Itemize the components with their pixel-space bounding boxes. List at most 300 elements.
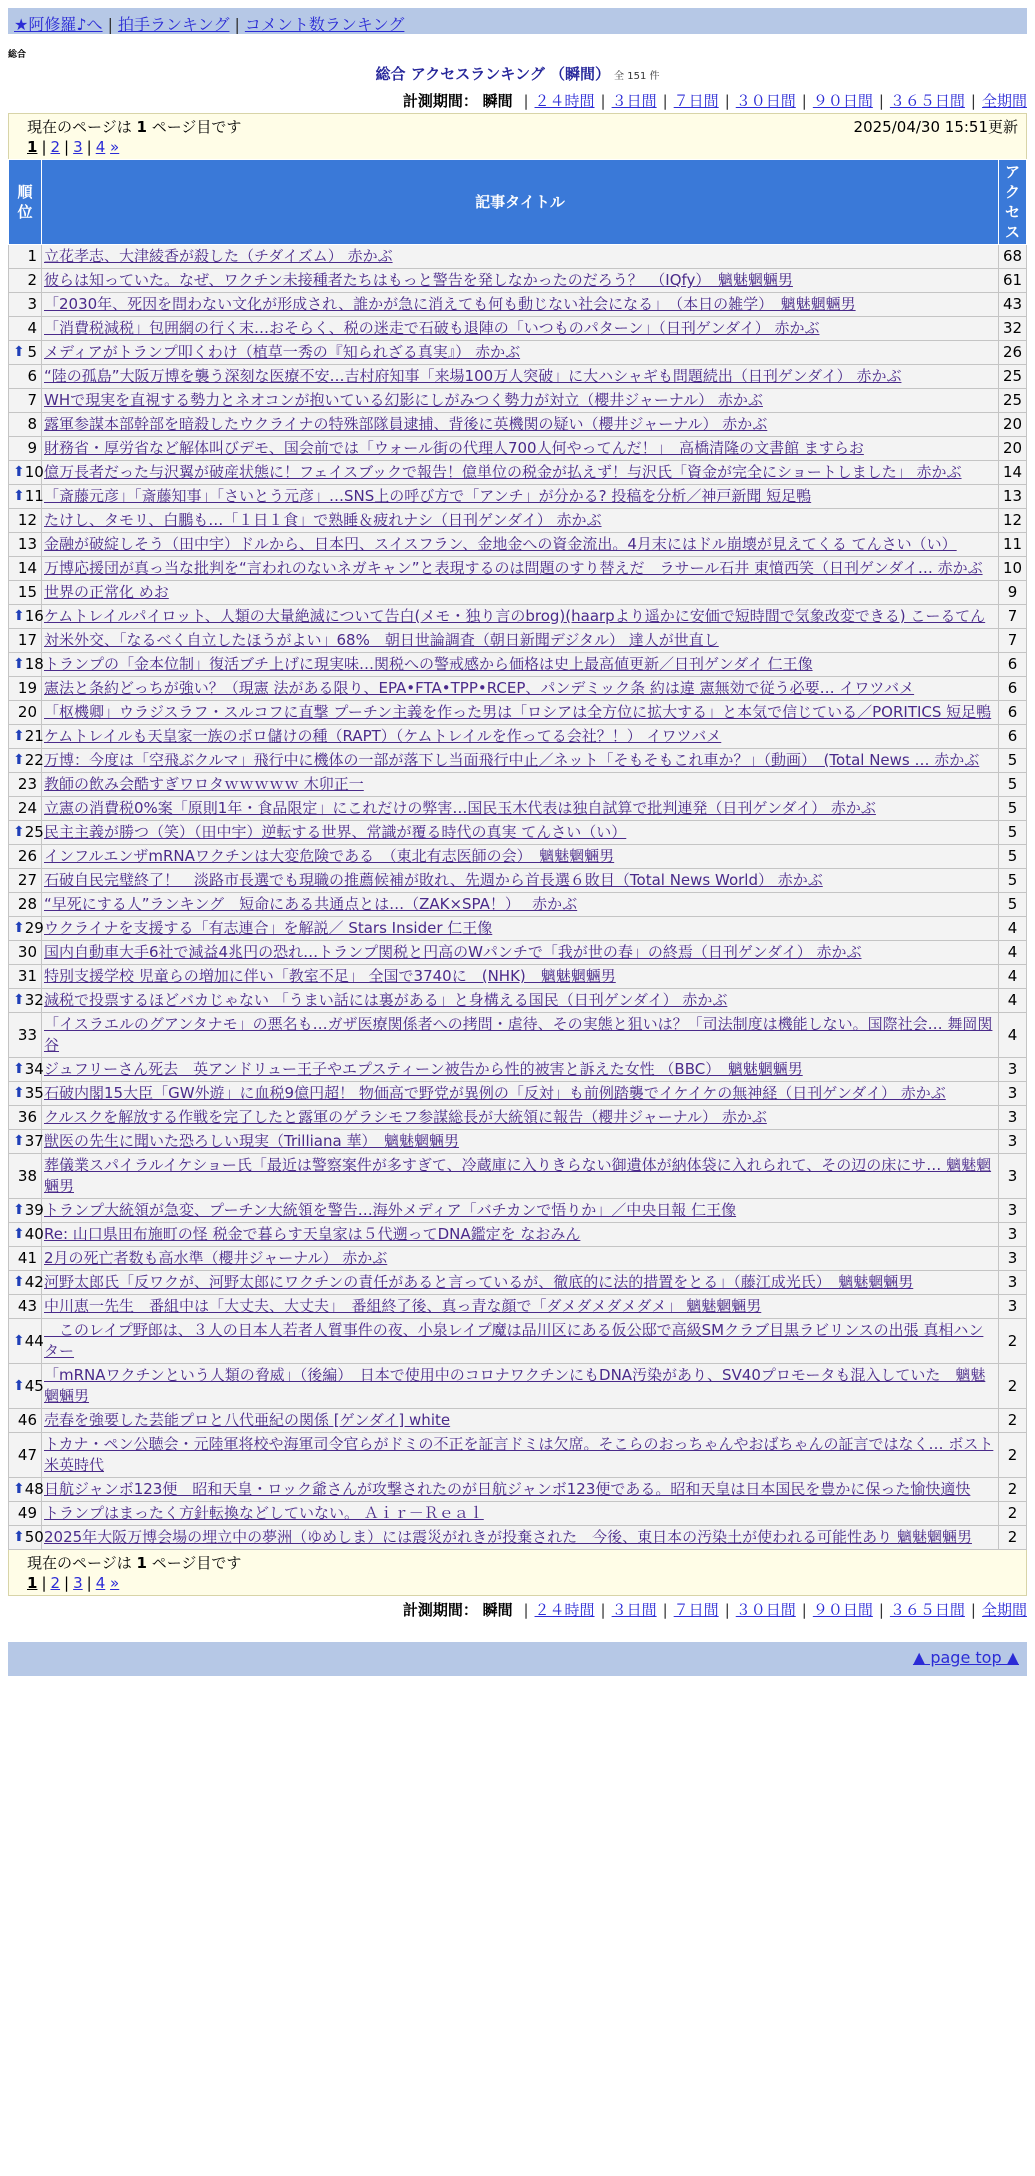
page-link-3[interactable]: 3	[73, 1574, 83, 1592]
table-header-row	[9, 160, 1027, 245]
title-cell	[42, 725, 999, 749]
access-count: 20	[999, 437, 1027, 461]
article-link[interactable]: 憲法と条約どっちが強い？（現憲 法がある限り、EPA•FTA•TPP•RCEP、パンデミック条 約は違 憲無効で従う必要… イワツバメ	[44, 679, 915, 697]
article-link[interactable]: 河野太郎氏「反ワクが、河野太郎にワクチンの責任があると言っているが、徹底的に法的措置をとる」（藤江成光氏） 魑魅魍魎男	[44, 1273, 914, 1291]
title-cell	[42, 1364, 999, 1409]
access-count: 4	[999, 989, 1027, 1013]
table-row	[9, 341, 1027, 365]
page-top-link[interactable]: ▲ page top ▲	[912, 1648, 1019, 1667]
article-link[interactable]: 「枢機卿」ウラジスラフ・スルコフに直撃 プーチン主義を作った男は「ロシアは全方位に拡大する」と本気で信じている／PORITICS 短足鴨	[44, 703, 992, 721]
article-link[interactable]: 億万長者だった与沢翼が破産状態に！フェイスブックで報告！億単位の税金が払えず！与沢氏「資金が完全にショートしました」 赤かぶ	[44, 463, 962, 481]
article-link[interactable]: WHで現実を直視する勢力とネオコンが抱いている幻影にしがみつく勢力が対立（櫻井ジャーナル） 赤かぶ	[44, 391, 763, 409]
rank-number: 19	[17, 679, 37, 697]
table-row	[9, 1271, 1027, 1295]
page-text-pre: 現在のページは	[27, 118, 132, 136]
title-cell	[42, 1319, 999, 1364]
rank-number: 20	[17, 703, 37, 721]
footer-bar	[8, 1642, 1027, 1676]
period-separator: |	[724, 1601, 730, 1619]
table-row	[9, 245, 1027, 269]
table-row	[9, 917, 1027, 941]
page-indicator	[27, 1553, 241, 1573]
period-option-link[interactable]: ２４時間	[534, 1601, 595, 1619]
article-link[interactable]: 石破自民完璧終了！ 淡路市長選でも現職の推薦候補が敗れ、先週から首長選６敗目（Total News World） 赤かぶ	[44, 871, 823, 889]
page-separator: |	[64, 1574, 70, 1592]
rank-cell	[9, 413, 42, 437]
access-count: 7	[999, 629, 1027, 653]
article-link[interactable]: 金融が破綻しそう（田中宇）ドルから、日本円、スイスフラン、金地金への資金流出。4月末にはドル崩壊が見えてくる てんさい（い）	[44, 535, 957, 553]
article-link[interactable]: ケムトレイルパイロット、人類の大量絶滅について告白(メモ・独り言のbrog)(haarpより遥かに安価で短時間で気象改変できる) こーるてん	[44, 607, 986, 625]
period-option-link[interactable]: ９０日間	[812, 1601, 873, 1619]
title-cell	[42, 773, 999, 797]
title-cell	[42, 605, 999, 629]
rank-number: 48	[24, 1480, 44, 1498]
title-cell	[42, 677, 999, 701]
access-count: 7	[999, 605, 1027, 629]
period-separator: |	[878, 92, 884, 110]
rank-number: 45	[24, 1376, 44, 1395]
access-count: 5	[999, 773, 1027, 797]
arrow-up-icon: ⬆	[13, 344, 25, 360]
period-current: 瞬間	[482, 92, 513, 110]
period-option-link[interactable]: ２４時間	[534, 92, 595, 110]
page-link-2[interactable]: 2	[50, 1574, 61, 1592]
rank-number: 23	[17, 775, 37, 793]
rank-cell	[9, 797, 42, 821]
nav-separator: |	[107, 15, 113, 34]
article-link[interactable]: インフルエンザmRNAワクチンは大変危険である （東北有志医師の会） 魑魅魍魎男	[44, 847, 615, 865]
rank-cell	[9, 269, 42, 293]
pagination	[27, 137, 1018, 159]
title-cell	[42, 1502, 999, 1526]
table-row	[9, 653, 1027, 677]
rank-cell	[9, 989, 42, 1013]
access-count: 3	[999, 1130, 1027, 1154]
article-link[interactable]: 「mRNAワクチンという人類の脅威」（後編） 日本で使用中のコロナワクチンにもDNA汚染があり、SV40プロモータも混入していた 魑魅魍魎男	[44, 1366, 986, 1405]
page-separator: |	[86, 1574, 92, 1592]
access-count: 26	[999, 341, 1027, 365]
page-title	[0, 63, 1035, 84]
access-count: 2	[999, 1502, 1027, 1526]
article-link[interactable]: このレイプ野郎は、３人の日本人若者人質事件の夜、小泉レイプ魔は品川区にある仮公邸で高級SMクラブ目黒ラビリンスの出張 真相ハンター	[44, 1321, 984, 1360]
title-cell	[42, 629, 999, 653]
article-link[interactable]: ケムトレイルも天皇家一族のボロ儲けの種（RAPT）（ケムトレイルを作ってる会社？！） イワツバメ	[44, 727, 722, 745]
page-link-1[interactable]: 1	[27, 1574, 38, 1592]
period-label: 計測期間：	[402, 92, 478, 110]
rank-cell	[9, 317, 42, 341]
table-row	[9, 1223, 1027, 1247]
table-row	[9, 581, 1027, 605]
article-link[interactable]: 売春を強要した芸能プロと八代亜紀の関係 [ゲンダイ] white	[44, 1411, 451, 1429]
period-option-link[interactable]: ３６５日間	[889, 1601, 965, 1619]
period-separator: |	[970, 92, 976, 110]
title-cell	[42, 1058, 999, 1082]
home-link[interactable]: ★阿修羅♪へ	[14, 15, 103, 34]
article-link[interactable]: ウクライナを支援する「有志連合」を解説／ Stars Insider 仁王像	[44, 919, 493, 937]
page-separator: |	[64, 138, 70, 156]
access-count: 4	[999, 917, 1027, 941]
rank-cell	[9, 1409, 42, 1433]
total-count: 全 151 件	[614, 71, 660, 82]
title-cell	[42, 413, 999, 437]
table-row	[9, 509, 1027, 533]
comment-ranking-link[interactable]: コメント数ランキング	[244, 15, 405, 34]
rank-number: 18	[24, 655, 44, 673]
arrow-up-icon: ⬆	[13, 752, 25, 768]
rank-cell	[9, 1082, 42, 1106]
title-cell	[42, 749, 999, 773]
arrow-up-icon: ⬆	[13, 992, 25, 1008]
article-link[interactable]: 財務省・厚労省など解体叫びデモ、国会前では「ウォール街の代理人700人何やってんだ！」 高橋清隆の文書館 ますらお	[44, 439, 864, 457]
access-count: 3	[999, 1154, 1027, 1199]
arrow-up-icon: ⬆	[13, 1377, 25, 1394]
rank-number: 36	[17, 1108, 37, 1126]
rank-number: 11	[24, 487, 44, 505]
title-cell	[42, 869, 999, 893]
rank-number: 29	[24, 919, 44, 937]
rank-cell	[9, 293, 42, 317]
period-option-link[interactable]: 全期間	[981, 1601, 1027, 1619]
title-cell	[42, 1082, 999, 1106]
rank-number: 24	[17, 799, 37, 817]
rank-number: 1	[27, 247, 37, 265]
rank-cell	[9, 1364, 42, 1409]
title-cell	[42, 1478, 999, 1502]
article-link[interactable]: 対米外交、「なるべく自立したほうがよい」68% 朝日世論調査（朝日新聞デジタル） 達人が世直し	[44, 631, 719, 649]
rank-number: 42	[24, 1273, 44, 1291]
period-option-link[interactable]: ７日間	[673, 1601, 719, 1619]
access-count: 3	[999, 1058, 1027, 1082]
rank-number: 46	[17, 1411, 37, 1429]
article-link[interactable]: 民主主義が勝つ（笑）（田中宇）逆転する世界、常識が覆る時代の真実 てんさい（い）	[44, 823, 627, 841]
col-rank-header: 順位	[9, 160, 42, 245]
rank-number: 8	[27, 415, 37, 433]
period-separator: |	[523, 1601, 529, 1619]
table-row	[9, 389, 1027, 413]
rank-number: 9	[27, 439, 37, 457]
table-row	[9, 701, 1027, 725]
page-separator: |	[41, 138, 47, 156]
access-count: 12	[999, 509, 1027, 533]
article-link[interactable]: 教師の飲み会酷すぎワロタｗｗｗｗｗ 木卯正一	[44, 775, 364, 793]
title-cell	[42, 1433, 999, 1478]
arrow-up-icon: ⬆	[13, 464, 25, 480]
article-link[interactable]: 世界の正常化 めお	[44, 583, 169, 601]
title-cell	[42, 533, 999, 557]
table-row	[9, 1130, 1027, 1154]
access-count: 5	[999, 797, 1027, 821]
table-row	[9, 989, 1027, 1013]
access-count: 2	[999, 1364, 1027, 1409]
title-cell	[42, 1130, 999, 1154]
article-link[interactable]: たけし、タモリ、白鵬も…「１日１食」で熟睡＆疲れナシ（日刊ゲンダイ） 赤かぶ	[44, 511, 602, 529]
access-count: 5	[999, 749, 1027, 773]
page-num: 1	[136, 118, 147, 136]
article-link[interactable]: ジュフリーさん死去 英アンドリュー王子やエプスティーン被告から性的被害と訴えた女性 （BBC） 魑魅魍魎男	[44, 1060, 803, 1078]
rank-number: 47	[17, 1445, 37, 1464]
pagination	[27, 1573, 1018, 1595]
access-count: 3	[999, 1082, 1027, 1106]
page-link-2[interactable]: 2	[50, 138, 61, 156]
rank-number: 39	[24, 1201, 44, 1219]
access-count: 6	[999, 653, 1027, 677]
rank-cell	[9, 917, 42, 941]
table-row	[9, 413, 1027, 437]
rank-cell	[9, 1478, 42, 1502]
article-link[interactable]: 中川恵一先生 番組中は「大丈夫、大丈夫」 番組終了後、真っ青な顔で「ダメダメダメダメ」 魑魅魍魎男	[44, 1297, 762, 1315]
rank-cell	[9, 821, 42, 845]
rank-number: 15	[17, 583, 37, 601]
period-option-link[interactable]: ３０日間	[735, 1601, 796, 1619]
col-title-header: 記事タイトル	[42, 160, 999, 245]
rank-number: 27	[17, 871, 37, 889]
access-count: 43	[999, 293, 1027, 317]
article-link[interactable]: メディアがトランプ叩くわけ（植草一秀の『知られざる真実』） 赤かぶ	[44, 343, 521, 361]
article-link[interactable]: 石破内閣15大臣「GW外遊」に血税9億円超！ 物価高で野党が異例の「反対」も前例踏襲でイケイケの無神経（日刊ゲンダイ） 赤かぶ	[44, 1084, 946, 1102]
rank-number: 32	[24, 991, 44, 1009]
title-cell	[42, 245, 999, 269]
rank-cell	[9, 629, 42, 653]
table-row	[9, 269, 1027, 293]
title-cell	[42, 1223, 999, 1247]
rank-cell	[9, 1013, 42, 1058]
table-row	[9, 1058, 1027, 1082]
arrow-up-icon: ⬆	[13, 1332, 25, 1349]
period-separator: |	[600, 92, 606, 110]
table-row	[9, 773, 1027, 797]
rank-number: 33	[17, 1025, 37, 1044]
rank-cell	[9, 509, 42, 533]
arrow-up-icon: ⬆	[13, 1529, 25, 1545]
period-option-link[interactable]: ３日間	[611, 1601, 657, 1619]
article-link[interactable]: 万博応援団が真っ当な批判を“言われのないネガキャン”と表現するのは問題のすり替えだ ラサール石井 東憤西笑（日刊ゲンダイ… 赤かぶ	[44, 559, 983, 577]
rank-cell	[9, 461, 42, 485]
page-num: 1	[136, 1554, 147, 1572]
period-option-link[interactable]: 全期間	[981, 92, 1027, 110]
period-option-link[interactable]: ９０日間	[812, 92, 873, 110]
rank-cell	[9, 1223, 42, 1247]
page-info-top	[8, 113, 1027, 159]
page-text-post: ページ目です	[151, 118, 242, 136]
page-link-3[interactable]: 3	[73, 138, 83, 156]
rank-number: 28	[17, 895, 37, 913]
access-count: 3	[999, 1247, 1027, 1271]
article-link[interactable]: 立憲の消費税0%案「原則1年・食品限定」にこれだけの弊害…国民玉木代表は独自試算で批判連発（日刊ゲンダイ） 赤かぶ	[44, 799, 876, 817]
table-row	[9, 797, 1027, 821]
rank-cell	[9, 869, 42, 893]
rank-cell	[9, 1271, 42, 1295]
rank-number: 2	[27, 271, 37, 289]
article-link[interactable]: トランプはまったく方針転換などしていない。 Ａｉｒ－Ｒｅａｌ	[44, 1504, 484, 1522]
table-row	[9, 1526, 1027, 1550]
rank-cell	[9, 1130, 42, 1154]
rank-cell	[9, 1154, 42, 1199]
access-count: 3	[999, 1223, 1027, 1247]
rank-cell	[9, 1433, 42, 1478]
page-text-pre: 現在のページは	[27, 1554, 132, 1572]
arrow-up-icon: ⬆	[13, 728, 25, 744]
article-link[interactable]: 彼らは知っていた。なぜ、ワクチン未接種者たちはもっと警告を発しなかったのだろう？ （IQfy） 魑魅魍魎男	[44, 271, 793, 289]
rank-cell	[9, 1199, 42, 1223]
rank-number: 31	[17, 967, 37, 985]
access-count: 32	[999, 317, 1027, 341]
table-row	[9, 893, 1027, 917]
article-link[interactable]: 露軍参謀本部幹部を暗殺したウクライナの特殊部隊員逮捕、背後に英機関の疑い（櫻井ジャーナル） 赤かぶ	[44, 415, 768, 433]
article-link[interactable]: 葬儀業スパイラルイケショー氏「最近は警察案件が多すぎて、冷蔵庫に入りきらない御遺体が納体袋に入れられて、その辺の床にサ… 魑魅魍魎男	[44, 1156, 992, 1195]
title-cell	[42, 845, 999, 869]
title-cell	[42, 1013, 999, 1058]
rank-cell	[9, 941, 42, 965]
article-link[interactable]: 2月の死亡者数も高水準（櫻井ジャーナル） 赤かぶ	[44, 1249, 388, 1267]
period-option-link[interactable]: ７日間	[673, 92, 719, 110]
article-link[interactable]: 日航ジャンボ123便 昭和天皇・ロック爺さんが攻撃されたのが日航ジャンボ123便である。昭和天皇は日本国民を豊かに保った愉快適快	[44, 1480, 971, 1498]
access-count: 3	[999, 1295, 1027, 1319]
next-page-link[interactable]: »	[110, 1574, 120, 1592]
article-link[interactable]: 万博：今度は「空飛ぶクルマ」飛行中に機体の一部が落下し当面飛行中止／ネット「そもそもこれ車か？」（動画） (Total News … 赤かぶ	[44, 751, 980, 769]
article-link[interactable]: クルスクを解放する作戦を完了したと露軍のゲラシモフ参謀総長が大統領に報告（櫻井ジャーナル） 赤かぶ	[44, 1108, 767, 1126]
article-link[interactable]: “陸の孤島”大阪万博を襲う深刻な医療不安…吉村府知事「来場100万人突破」に大ハシャギも問題続出（日刊ゲンダイ） 赤かぶ	[44, 367, 902, 385]
rank-cell	[9, 1319, 42, 1364]
rank-cell	[9, 749, 42, 773]
article-link[interactable]: 「2030年、死因を問わない文化が形成され、誰かが急に消えても何も動じない社会になる」 （本日の雑学） 魑魅魍魎男	[44, 295, 856, 313]
rank-number: 37	[24, 1132, 44, 1150]
table-row	[9, 1106, 1027, 1130]
title-cell	[42, 893, 999, 917]
rank-cell	[9, 389, 42, 413]
rank-cell	[9, 485, 42, 509]
rank-number: 44	[24, 1331, 44, 1350]
rank-number: 12	[17, 511, 37, 529]
period-option-link[interactable]: ３０日間	[735, 92, 796, 110]
table-row	[9, 677, 1027, 701]
access-count: 10	[999, 557, 1027, 581]
rank-number: 50	[24, 1528, 44, 1546]
title-cell	[42, 1247, 999, 1271]
article-link[interactable]: 2025年大阪万博会場の埋立中の夢洲（ゆめしま）には震災がれきが投棄された 今後、東日本の汚染土が使われる可能性あり 魑魅魍魎男	[44, 1528, 972, 1546]
table-row	[9, 1319, 1027, 1364]
access-count: 6	[999, 725, 1027, 749]
title-cell	[42, 1154, 999, 1199]
period-current: 瞬間	[482, 1601, 513, 1619]
ranking-table	[8, 159, 1027, 1550]
title-cell	[42, 365, 999, 389]
page-link-1[interactable]: 1	[27, 138, 38, 156]
title-cell	[42, 1295, 999, 1319]
period-separator: |	[970, 1601, 976, 1619]
table-row	[9, 749, 1027, 773]
arrow-up-icon: ⬆	[13, 1085, 25, 1101]
table-row	[9, 1478, 1027, 1502]
clap-ranking-link[interactable]: 拍手ランキング	[117, 15, 230, 34]
rank-cell	[9, 605, 42, 629]
period-separator: |	[801, 92, 807, 110]
period-option-link[interactable]: ３日間	[611, 92, 657, 110]
period-selector-bottom	[0, 1600, 1027, 1620]
arrow-up-icon: ⬆	[13, 1061, 25, 1077]
next-page-link[interactable]: »	[110, 138, 120, 156]
access-count: 5	[999, 893, 1027, 917]
access-count: 68	[999, 245, 1027, 269]
article-link[interactable]: 国内自動車大手6社で減益4兆円の恐れ…トランプ関税と円高のWパンチで「我が世の春」の終焉（日刊ゲンダイ） 赤かぶ	[44, 943, 862, 961]
title-cell	[42, 941, 999, 965]
rank-cell	[9, 1526, 42, 1550]
access-count: 2	[999, 1478, 1027, 1502]
access-count: 5	[999, 821, 1027, 845]
rank-cell	[9, 437, 42, 461]
arrow-up-icon: ⬆	[13, 1202, 25, 1218]
rank-number: 3	[27, 295, 37, 313]
table-row	[9, 629, 1027, 653]
article-link[interactable]: 減税で投票するほどバカじゃない 「うまい話には裏がある」と身構える国民（日刊ゲンダイ） 赤かぶ	[44, 991, 728, 1009]
table-row	[9, 1199, 1027, 1223]
title-cell	[42, 965, 999, 989]
rank-cell	[9, 893, 42, 917]
page-indicator	[27, 117, 241, 137]
title-cell	[42, 821, 999, 845]
current-page	[27, 1574, 37, 1592]
table-row	[9, 317, 1027, 341]
access-count: 2	[999, 1319, 1027, 1364]
arrow-up-icon: ⬆	[13, 920, 25, 936]
table-row	[9, 533, 1027, 557]
table-row	[9, 485, 1027, 509]
page-link-4[interactable]: 4	[95, 138, 106, 156]
rank-number: 43	[17, 1297, 37, 1315]
article-link[interactable]: 「斎藤元彦」「斎藤知事」「さいとう元彦」…SNS上の呼び方で「アンチ」が分かる? 投稿を分析／神戸新聞 短足鴨	[44, 487, 812, 505]
table-row	[9, 965, 1027, 989]
article-link[interactable]: “早死にする人”ランキング 短命にある共通点とは…（ZAK×SPA！） 赤かぶ	[44, 895, 578, 913]
rank-number: 10	[24, 463, 44, 481]
rank-number: 14	[17, 559, 37, 577]
period-separator: |	[878, 1601, 884, 1619]
table-row	[9, 725, 1027, 749]
page-link-4[interactable]: 4	[95, 1574, 106, 1592]
access-count: 25	[999, 365, 1027, 389]
article-link[interactable]: 獣医の先生に聞いた恐ろしい現実（Trilliana 華） 魑魅魍魎男	[44, 1132, 459, 1150]
table-row	[9, 365, 1027, 389]
article-link[interactable]: 特別支援学校 児童らの増加に伴い「教室不足」 全国で3740に (NHK) 魑魅魍魎男	[44, 967, 616, 985]
rank-cell	[9, 245, 42, 269]
table-row	[9, 437, 1027, 461]
arrow-up-icon: ⬆	[13, 824, 25, 840]
article-link[interactable]: 「消費税減税」包囲網の行く末…おそらく、税の迷走で石破も退陣の「いつものパターン」（日刊ゲンダイ） 赤かぶ	[44, 319, 820, 337]
period-option-link[interactable]: ３６５日間	[889, 92, 965, 110]
article-link[interactable]: 「イスラエルのグアンタナモ」の悪名も…ガザ医療関係者への拷問・虐待、その実態と狙いは？「司法制度は機能しない。国際社会… 舞岡関谷	[44, 1015, 993, 1054]
access-count: 11	[999, 533, 1027, 557]
title-cell	[42, 341, 999, 365]
title-cell	[42, 557, 999, 581]
rank-cell	[9, 1502, 42, 1526]
rank-number: 30	[17, 943, 37, 961]
access-count: 2	[999, 1409, 1027, 1433]
rank-number: 40	[24, 1225, 44, 1243]
arrow-up-icon: ⬆	[13, 656, 25, 672]
table-row	[9, 605, 1027, 629]
article-link[interactable]: トカナ・ペン公聴会・元陸軍将校や海軍司令官らがドミの不正を証言ドミは欠席。そこらのおっちゃんやおばちゃんの証言ではなく… ボスト米英時代	[44, 1435, 994, 1474]
rank-cell	[9, 1295, 42, 1319]
article-link[interactable]: トランプ大統領が急変、プーチン大統領を警告…海外メディア「バチカンで悟りか」／中央日報 仁王像	[44, 1201, 737, 1219]
title-cell	[42, 797, 999, 821]
table-row	[9, 869, 1027, 893]
arrow-up-icon: ⬆	[13, 1274, 25, 1290]
rank-cell	[9, 1247, 42, 1271]
rank-cell	[9, 581, 42, 605]
article-link[interactable]: 立花孝志、大津綾香が殺した（チダイズム） 赤かぶ	[44, 247, 393, 265]
article-link[interactable]: トランプの「金本位制」復活ブチ上げに現実味…関税への警戒感から価格は史上最高値更新／日刊ゲンダイ 仁王像	[44, 655, 813, 673]
article-link[interactable]: Re: 山口県田布施町の怪 税金で暮らす天皇家は５代遡ってDNA鑑定を なおみん	[44, 1225, 581, 1243]
access-count: 3	[999, 1199, 1027, 1223]
period-separator: |	[523, 92, 529, 110]
